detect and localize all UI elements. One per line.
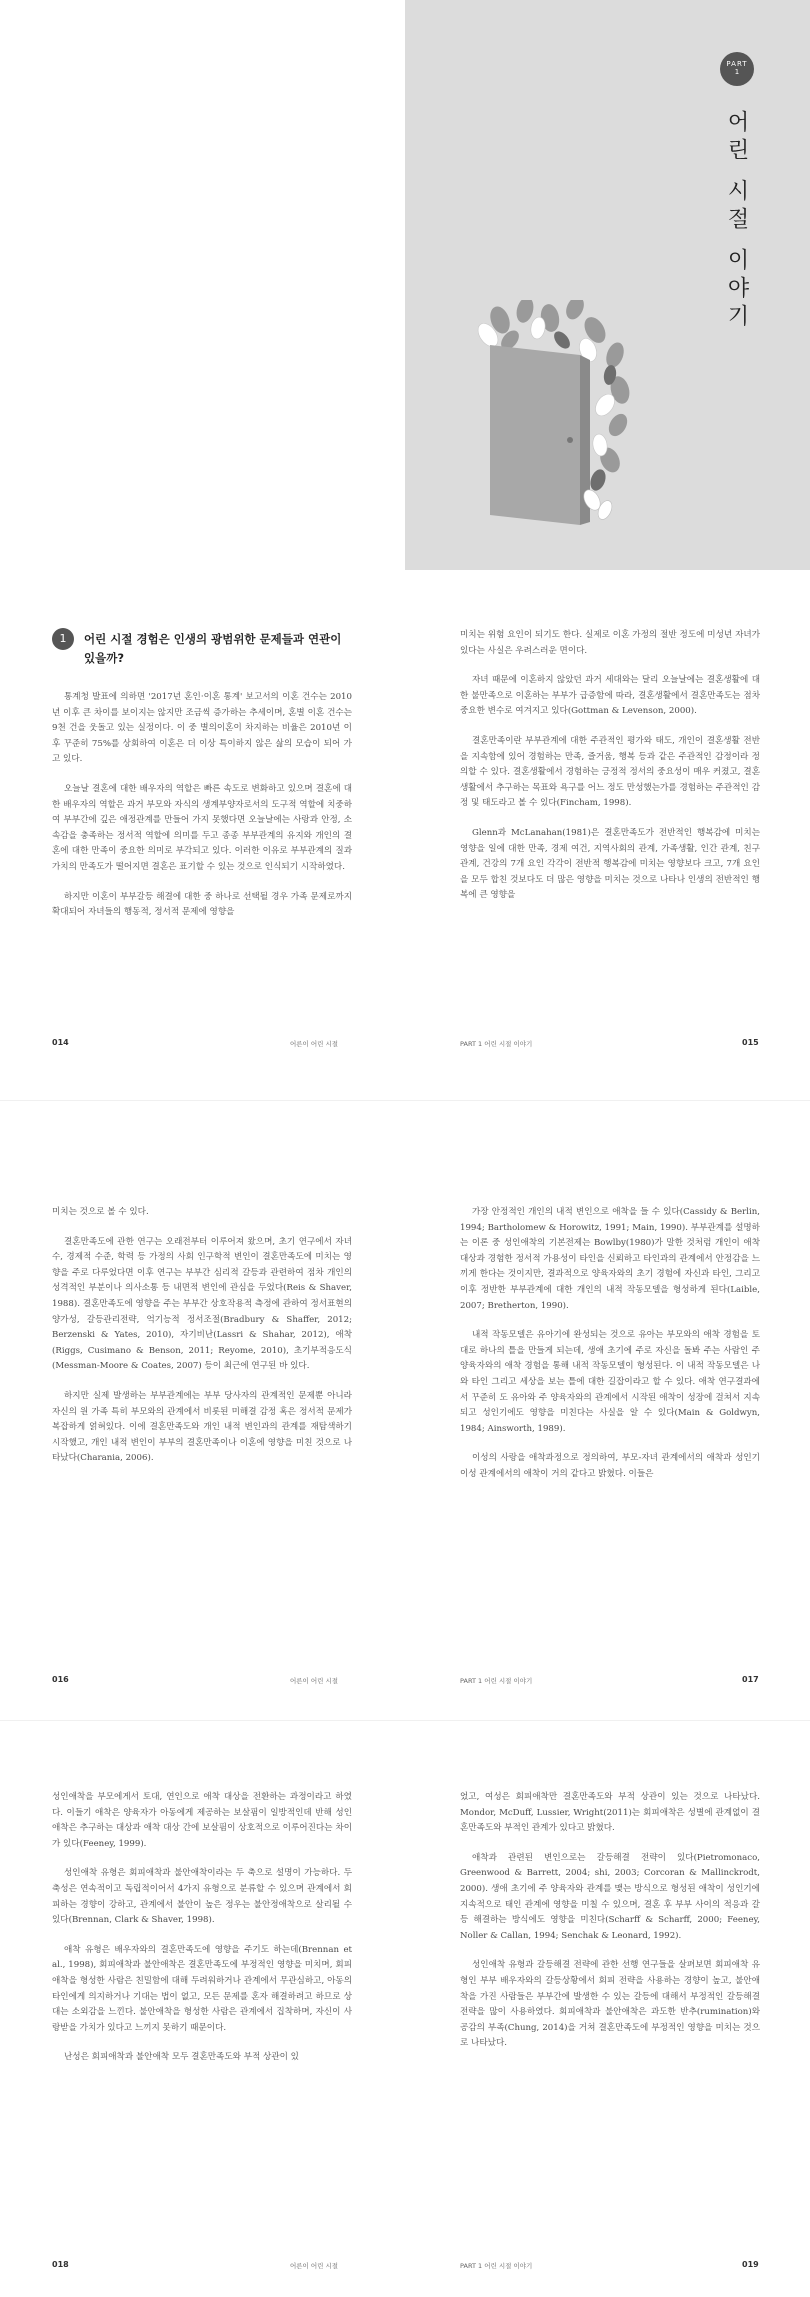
page-number: 015 (742, 1038, 759, 1047)
page-016-body (52, 1205, 352, 1481)
paragraph: 애착 유형은 배우자와의 결혼만족도에 영향을 주기도 하는데(Brennan et al., 1998), 회피애착과 불안애착은 결혼만족도에 부정적인 영향을 미치며, 회피애착을 형성한 사람은 친밀함에 대해 두려워하거나 관계에서 무관심하고, 아동의 타인에게 의지하거나 기대는 법이 없고, 모든 문제를 혼자 해결하려고 하므로 상대는 소외감을 느낀다. 불안애착을 형성한 사람은 관계에서 집착하며, 자신이 사랑받을 가치가 있다고 느끼지 못하기 때문이다. (52, 1944, 352, 2033)
paragraph: 하지만 실제 발생하는 부부관계에는 부부 당사자의 관계적인 문제뿐 아니라 자신의 원 가족 특히 부모와의 관계에서 비롯된 미해결 감정 혹은 정서적 문제가 복잡하게 얽혀있다. 이에 결혼만족도와 개인 내적 변인과의 관계를 재탐색하기 시작했고, 개인 내적 변인이 부부의 결혼만족이나 이혼에 영향을 미친 것으로 나타났다(Charania, 2006). (52, 1390, 352, 1464)
running-head-left: 어른이 어린 시절 (290, 1040, 339, 1048)
paragraph: 애착과 관련된 변인으로는 갈등해결 전략이 있다(Pietromonaco, Greenwood & Barrett, 2004; shi, 2003; Corcoran & Mallinckrodt, 2000). 생애 초기에 주 양육자와 관계를 맺는 방식으로 형성된 애착이 성인기에 지속적으로 태인 관계에 영향을 미칠 수 있으며, 결혼 후 부부 사이의 적응과 갈등 해결하는 방식에도 영향을 미친다(Scharff & Scharff, 2000; Feeney, Noller & Callan, 1994; Senchak & Leonard, 1992). (460, 1852, 760, 1941)
paragraph: 성인애착 유형은 회피애착과 불안애착이라는 두 축으로 설명이 가능하다. 두 축성은 연속적이고 독립적이어서 4가지 유형으로 분류할 수 있으며 관계에서 회피하는 경향이 강하고, 관계에서 불안이 높은 정우는 불안정애착으로 살리될 수 있다(Brennan, Clark & Shaver, 1998). (52, 1868, 352, 1926)
page-number: 017 (742, 1675, 759, 1684)
paragraph: 결혼만족이란 부부관계에 대한 주관적인 평가와 태도, 개인이 결혼생활 전반을 지속함에 있어 경험하는 만족, 즐거움, 행복 등과 같은 주관적인 감정이라 정의할 수 있다. 결혼생활에서 경험하는 긍정적 정서의 중요성이 매우 커졌고, 결혼생활에서 추구하는 목표와 욕구를 어느 정도 만성했는가를 경험하는 주관적인 감정 및 태도라고 볼 수 있다(Fincham, 1998). (460, 735, 760, 809)
paragraph: 자녀 때문에 이혼하지 않았던 과거 세대와는 달리 오늘날에는 결혼생활에 대한 불만족으로 이혼하는 부부가 급증함에 따라, 결혼생활에서 결혼만족도는 점차 중요한 변수로 여겨지고 있다(Gottman & Levenson, 2000). (460, 675, 760, 717)
running-head-right: PART 1 어린 시절 이야기 (460, 2262, 533, 2270)
part-badge (720, 52, 754, 86)
page-number: 016 (52, 1675, 69, 1684)
page-number: 018 (52, 2260, 69, 2269)
paragraph: 성인애착을 부모에게서 토대, 연인으로 애착 대상을 전환하는 과정이라고 하였다. 이들기 애착은 양육자가 아동에게 제공하는 보살핌이 일방적인데 반해 성인애착은 추구하는 대상과 애착 대상 간에 보살핌이 상호적으로 이루어진다는 차이가 있다(Feeney, 1999). (52, 1792, 352, 1849)
paragraph: 성인애착 유형과 갈등해결 전략에 관한 선행 연구들을 살펴보면 회피애착 유형인 부부 배우자와의 갈등상황에서 회피 전략을 사용하는 경향이 높고, 불안애착을 가진 사람들은 부부간에 발생한 수 있는 갈등에 대해서 부정적인 갈등해결 전략을 많이 사용하였다. 회피애착과 불안애착은 과도한 반추(rumination)와 공감의 부족(Chung, 2014)을 거쳐 결혼만족도에 부정적인 영향을 미치는 것으로 나타났다. (460, 1960, 760, 2049)
paragraph: 하지만 이혼이 부부갈등 해결에 대한 중 하나로 선택될 경우 가족 문제로까지 확대되어 자녀들의 행동적, 정서적 문제에 영향을 (52, 891, 352, 918)
running-head-left: 어른이 어린 시절 (290, 2262, 339, 2270)
paragraph: Glenn과 McLanahan(1981)은 결혼만족도가 전반적인 행복감에 미치는 영향을 일에 대한 만족, 경제 여건, 지역사회의 관계, 가족생활, 인간 관계, 친구 관계, 건강의 7개 요인 각각이 전반적 행복감에 미치는 영향보다 크고, 7개 요인을 모두 합친 것보다도 더 많은 영향을 미치는 것으로 나타나 인생의 전반적인 행복에 큰 영향을 (460, 827, 760, 901)
part-number: 1 (734, 68, 740, 76)
page-019-body (460, 1790, 760, 2066)
running-head-left: 어른이 어린 시절 (290, 1677, 339, 1685)
page-number: 014 (52, 1038, 69, 1047)
spread-divider (0, 1720, 810, 1721)
page-018-body (52, 1790, 352, 2080)
paragraph: 통계청 발표에 의하면 '2017년 혼인·이혼 통계' 보고서의 이혼 건수는 2010년 이후 큰 차이를 보이지는 않지만 조금씩 증가하는 추세이며, 혼별 이혼 건수는 9천 건을 웃돌고 있는 실정이다. 이 중 별의이혼이 차지하는 비율은 2010년 이후 꾸준히 75%를 상회하여 이혼은 더 이상 특이하지 않은 삶의 모습이 되어 가고 있다. (52, 692, 352, 765)
paragraph: 이성의 사랑을 애착과정으로 정의하여, 부모-자녀 관계에서의 애착과 성인기 이성 관계에서의 애착이 거의 같다고 밝혔다. 이들은 (460, 1453, 760, 1479)
spread-divider (0, 1100, 810, 1101)
part-title: 어린 시절 이야기 (724, 110, 749, 332)
spread-014-015 (0, 0, 810, 918)
page-number: 019 (742, 2260, 759, 2269)
paragraph: 가장 안정적인 개인의 내적 변인으로 애착을 들 수 있다(Cassidy & Berlin, 1994; Bartholomew & Horowitz, 1991; Main, 1990). 부부관계를 설명하는 이론 중 성인애착의 기본전제는 Bowlby(1980)가 말한 것처럼 개인이 애착 대상과 경험한 정서적 가용성이 타인을 신뢰하고 타인과의 관계에서 안정감을 느끼게 한다는 것이지만, 결과적으로 양육자와의 초기 경험에 자신과 타인, 그리고 이후 정반한 부부관계에 대한 개인의 내적 작동모델을 형성하게 된다(Laible, 2007; Bretherton, 1990). (460, 1207, 760, 1311)
page-014-body (52, 690, 352, 935)
page-015-body (460, 628, 760, 918)
paragraph: 결혼만족도에 관한 연구는 오래전부터 이루어져 왔으며, 초기 연구에서 자녀수, 경제적 수준, 학력 등 가정의 사회 인구학적 변인이 결혼만족도에 미치는 영향을 주로 다루었다면 이후 연구는 부부간 심리적 갈등과 관련하여 점차 개인의 성격적인 부분이나 의사소통 등 내면적 변인에 관심을 두었다(Reis & Shaver, 1988). 결혼만족도에 영향을 주는 부부간 상호작용적 측정에 관하여 정서표현의 양가성, 갈등관리전략, 억기능적 정서조절(Bradbury & Shaffer, 2012; Berzenski & Yates, 2010), 자기비난(Lassri & Shahar, 2012), 애착(Riggs, Cusimano & Benson, 2011; Reyome, 2010), 초기부적응도식(Messman-Moore & Coates, 2007) 등이 최근에 연구된 바 있다. (52, 1236, 352, 1372)
paragraph: 오늘날 결혼에 대한 배우자의 역할은 빠른 속도로 변화하고 있으며 결혼에 대한 배우자의 역할은 과거 부모와 자식의 생계부양자로서의 도구적 역할에 치중하여 부부간에 깊은 애정관계를 만들어 가지 못했다면 오늘날에는 사랑과 안정, 소속감을 충족하는 정서적 역할에 의미를 두고 종종 부부관계의 유지와 개인의 결혼에 대한 만족이 중요한 의미로 부각되고 있다. 이러한 이유로 부부관계의 질과 가치의 만족도가 떨어지면 결혼은 표기할 수 있는 것으로 인식되기 시작하였다. (52, 783, 352, 872)
door-with-plants-illustration (470, 300, 640, 530)
paragraph: 난성은 회피애착과 불안애착 모두 결혼만족도와 부적 상관이 있 (64, 2052, 299, 2063)
page-017-body (460, 1205, 760, 1497)
running-head-right: PART 1 어린 시절 이야기 (460, 1040, 533, 1048)
paragraph: 내적 작동모델은 유아기에 완성되는 것으로 유아는 부모와의 애착 경험을 토대로 하나의 틀을 만들게 되는데, 생애 초기에 주로 자신을 돌봐 주는 사람인 주 양육자와의 애착 경험을 통해 내적 작동모델이 형성된다. 이 내적 작동모델은 나와 타인 그리고 세상을 보는 틀에 대한 길잡이라고 할 수 있다. 애착 연구결과에서 꾸준히 도 유아와 주 양육자와의 관계에서 시작된 애착이 성장에 걸쳐서 지속되고 성인기에도 영향을 미친다는 사실을 알 수 있다(Main & Goldwyn, 1984; Ainsworth, 1989). (460, 1330, 760, 1434)
part-word: PART (726, 60, 748, 68)
running-head-right: PART 1 어린 시절 이야기 (460, 1677, 533, 1685)
section-number: 1 (52, 628, 74, 650)
paragraph: 미치는 것으로 볼 수 있다. (52, 1207, 149, 1217)
paragraph: 미치는 위험 요인이 되기도 한다. 실제로 이혼 가정의 절반 정도에 미성년 자녀가 있다는 사실은 우려스러운 면이다. (460, 630, 760, 656)
paragraph: 었고, 여성은 회피애착만 결혼만족도와 부적 상관이 있는 것으로 나타났다. Mondor, McDuff, Lussier, Wright(2011)는 회피애착은 성별에 관계없이 결혼만족도와 부적인 관계가 있다고 밝혔다. (460, 1792, 760, 1834)
section-title: 어린 시절 경험은 인생의 광범위한 문제들과 연관이 있을까? (84, 632, 342, 665)
